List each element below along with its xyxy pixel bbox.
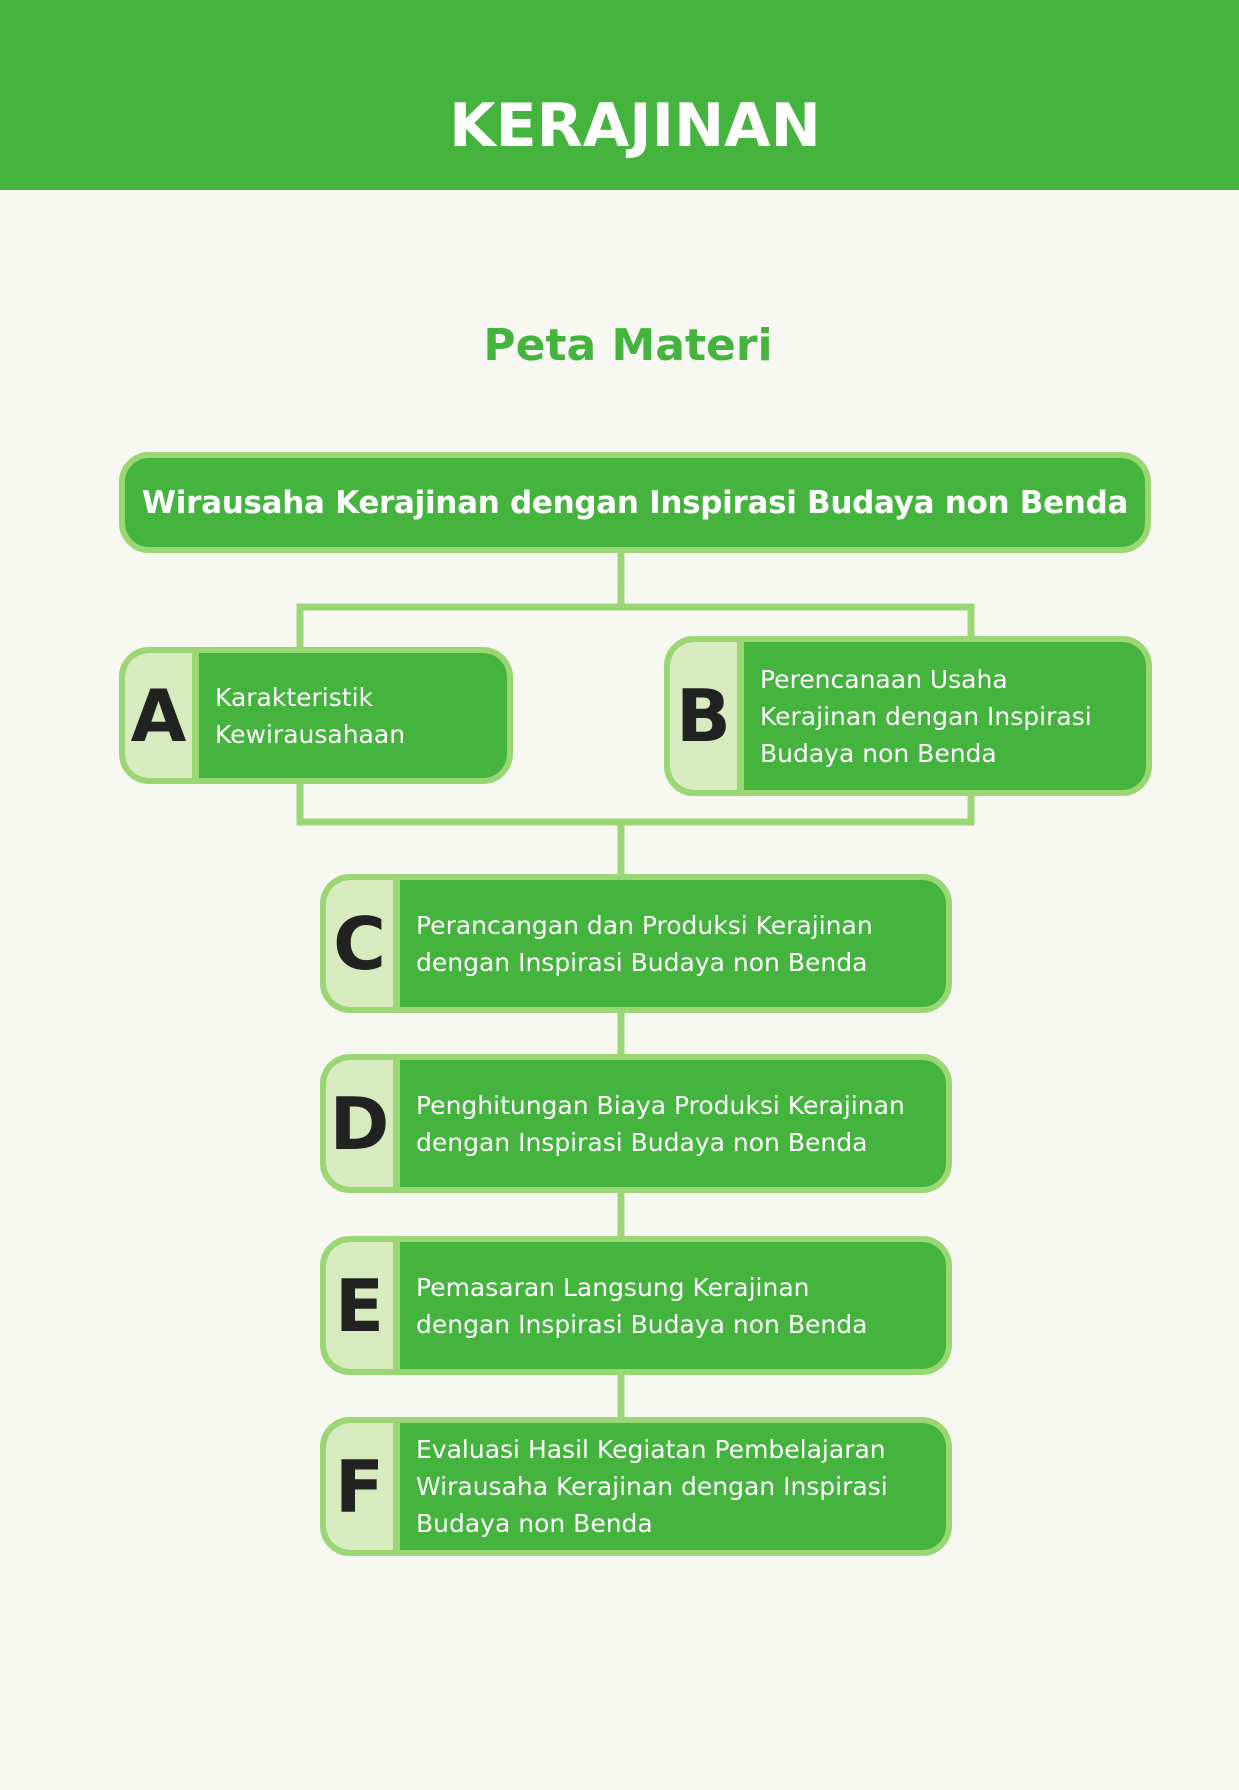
topic-label-b: Perencanaan Usaha Kerajinan dengan Inspirasi Budaya non Benda: [760, 664, 1092, 768]
topic-node-b: [664, 636, 1152, 796]
topic-node-d: [320, 1054, 952, 1193]
topic-node-e: [320, 1236, 952, 1375]
topic-node-c: [320, 874, 952, 1013]
topic-letter-e: E: [326, 1242, 400, 1369]
topic-letter-c: C: [326, 880, 400, 1007]
topic-node-a: [119, 647, 513, 784]
topic-node-f: [320, 1417, 952, 1556]
section-title: Peta Materi: [483, 320, 773, 371]
topic-letter-b: B: [670, 642, 744, 790]
topic-letter-a: A: [125, 653, 199, 778]
topic-label-f: Evaluasi Hasil Kegiatan Pembelajaran Wirausaha Kerajinan dengan Inspirasi Budaya non Benda: [416, 1435, 888, 1538]
root-topic-label: Wirausaha Kerajinan dengan Inspirasi Budaya non Benda: [141, 484, 1129, 521]
topic-label-a: Karakteristik Kewirausahaan: [215, 682, 406, 749]
topic-letter-f: F: [326, 1423, 400, 1550]
topic-label-e: Pemasaran Langsung Kerajinan dengan Inspirasi Budaya non Benda: [416, 1272, 868, 1339]
topic-label-d: Penghitungan Biaya Produksi Kerajinan dengan Inspirasi Budaya non Benda: [416, 1090, 905, 1157]
topic-label-c: Perancangan dan Produksi Kerajinan dengan Inspirasi Budaya non Benda: [416, 910, 873, 977]
root-topic-box: [119, 452, 1151, 553]
topic-letter-d: D: [326, 1060, 400, 1187]
page-title: KERAJINAN: [449, 91, 821, 161]
